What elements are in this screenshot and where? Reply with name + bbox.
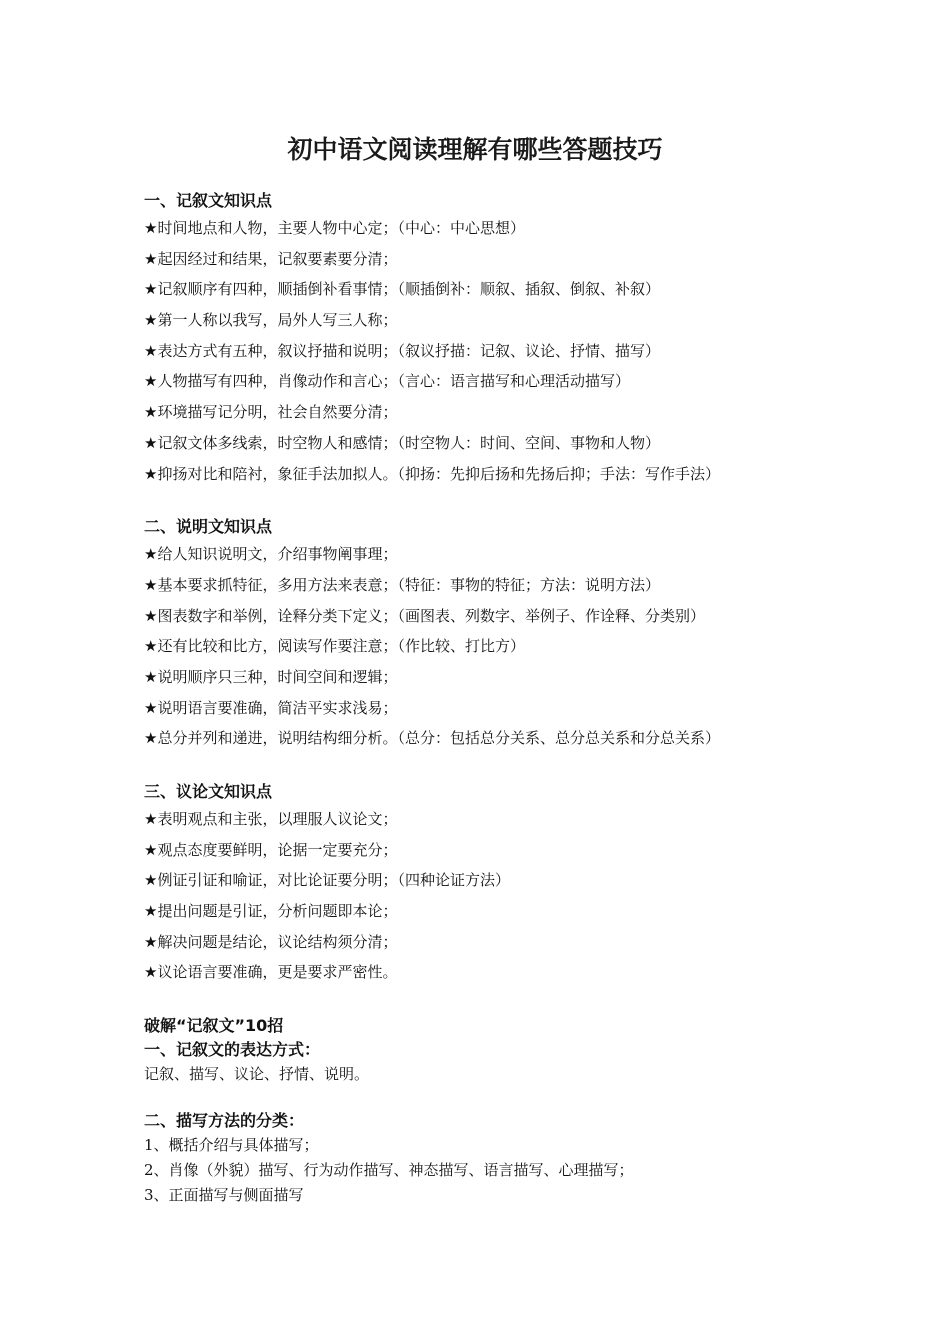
section-heading-argumentative: 三、议论文知识点	[144, 782, 273, 801]
star-icon: ★	[144, 545, 158, 564]
list-item: ★观点态度要鲜明，论据一定要充分；	[144, 840, 398, 859]
list-item: ★给人知识说明文，介绍事物阐事理；	[144, 545, 398, 564]
star-icon: ★	[144, 433, 158, 452]
list-item: ★环境描写记分明，社会自然要分清；	[144, 403, 398, 422]
list-item: ★第一人称以我写，局外人写三人称；	[144, 311, 398, 330]
section-heading-expository: 二、说明文知识点	[144, 517, 273, 537]
star-icon: ★	[144, 637, 158, 656]
list-item: ★记叙顺序有四种，顺插倒补看事情；（顺插倒补：顺叙、插叙、倒叙、补叙）	[144, 280, 660, 299]
star-icon: ★	[144, 871, 158, 890]
list-item: ★表明观点和主张，以理服人议论文；	[144, 810, 398, 828]
list-item: 1、概括介绍与具体描写；	[144, 1136, 319, 1155]
star-icon: ★	[144, 932, 158, 951]
star-icon: ★	[144, 698, 158, 717]
star-icon: ★	[144, 249, 158, 268]
section-list-narrative	[144, 213, 844, 489]
list-item: ★基本要求抓特征，多用方法来表意；（特征：事物的特征；方法：说明方法）	[144, 575, 660, 594]
section-list-argumentative	[144, 804, 844, 988]
section-heading-narrative: 一、记叙文知识点	[144, 191, 273, 210]
list-item: ★解决问题是结论，议论结构须分清；	[144, 932, 398, 951]
star-icon: ★	[144, 902, 158, 921]
star-icon: ★	[144, 729, 158, 748]
document-title: 初中语文阅读理解有哪些答题技巧	[287, 135, 663, 164]
list-item: ★还有比较和比方，阅读写作要注意；（作比较、打比方）	[144, 637, 525, 656]
star-icon: ★	[144, 810, 158, 828]
paragraph-expression-modes: 记叙、描写、议论、抒情、说明。	[144, 1065, 370, 1084]
list-item: ★抑扬对比和陪衬，象征手法加拟人。（抑扬：先抑后扬和先扬后抑；手法：写作手法）	[144, 464, 720, 483]
star-icon: ★	[144, 219, 158, 237]
list-item: ★总分并列和递进，说明结构细分析。（总分：包括总分关系、总分总关系和分总关系）	[144, 729, 720, 748]
list-item: ★表达方式有五种，叙议抒描和说明；（叙议抒描：记叙、议论、抒情、描写）	[144, 341, 660, 360]
star-icon: ★	[144, 464, 158, 483]
list-item: ★提出问题是引证，分析问题即本论；	[144, 902, 398, 921]
subheading-description-methods: 二、描写方法的分类：	[144, 1111, 305, 1131]
star-icon: ★	[144, 372, 158, 391]
list-item: ★记叙文体多线索，时空物人和感情；（时空物人：时间、空间、事物和人物）	[144, 433, 660, 452]
list-item: 3、正面描写与侧面描写	[144, 1186, 304, 1205]
star-icon: ★	[144, 963, 158, 982]
part-heading-narrative-tips: 破解“记叙文”10招	[144, 1016, 284, 1036]
list-item: ★起因经过和结果，记叙要素要分清；	[144, 249, 398, 268]
star-icon: ★	[144, 341, 158, 360]
star-icon: ★	[144, 667, 158, 686]
document-body	[144, 189, 844, 1208]
list-item: ★说明语言要准确，简洁平实求浅易；	[144, 698, 398, 717]
list-item: ★说明顺序只三种，时间空间和逻辑；	[144, 667, 398, 686]
list-item: ★时间地点和人物，主要人物中心定；（中心：中心思想）	[144, 219, 525, 237]
list-item: ★人物描写有四种，肖像动作和言心；（言心：语言描写和心理活动描写）	[144, 372, 630, 391]
list-item: ★图表数字和举例，诠释分类下定义；（画图表、列数字、举例子、作诠释、分类别）	[144, 606, 705, 625]
star-icon: ★	[144, 311, 158, 330]
subheading-expression-modes: 一、记叙文的表达方式：	[144, 1040, 321, 1060]
star-icon: ★	[144, 403, 158, 422]
list-item: ★议论语言要准确，更是要求严密性。	[144, 963, 398, 982]
list-item: 2、肖像（外貌）描写、行为动作描写、神态描写、语言描写、心理描写；	[144, 1161, 634, 1180]
section-list-expository	[144, 539, 844, 754]
list-item: ★例证引证和喻证，对比论证要分明；（四种论证方法）	[144, 871, 510, 890]
star-icon: ★	[144, 280, 158, 299]
star-icon: ★	[144, 606, 158, 625]
star-icon: ★	[144, 840, 158, 859]
star-icon: ★	[144, 575, 158, 594]
